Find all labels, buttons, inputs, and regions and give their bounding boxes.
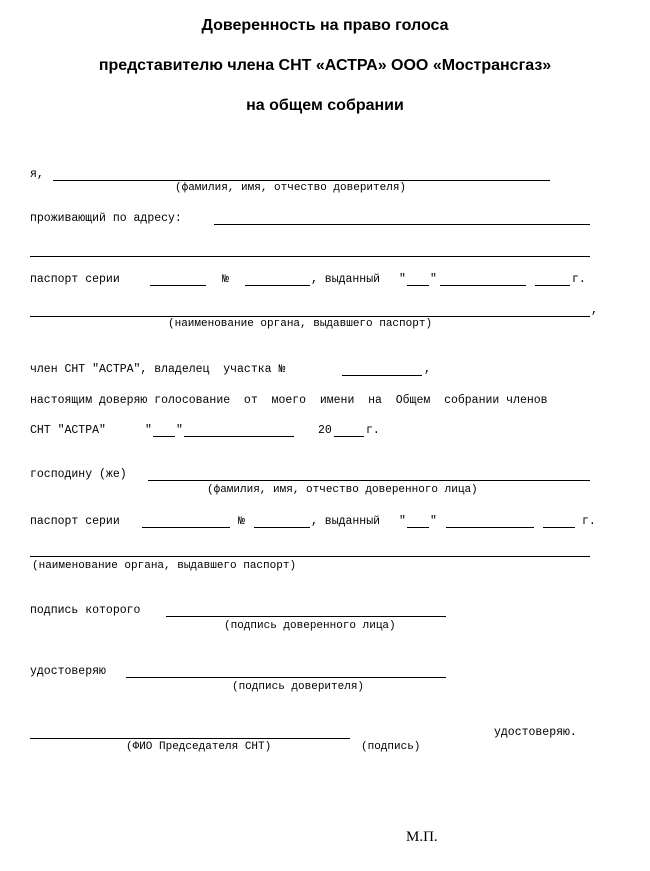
- principal-signature-field[interactable]: [126, 677, 446, 678]
- proxy-signature-field[interactable]: [166, 616, 446, 617]
- chairman-caption: (ФИО Председателя СНТ): [126, 741, 272, 753]
- member-comma: ,: [424, 363, 431, 376]
- address-field-line-2[interactable]: [30, 256, 590, 257]
- meeting-quote-open: ": [145, 424, 152, 437]
- passport-series-label: паспорт серии: [30, 273, 120, 286]
- passport-number-field[interactable]: [245, 285, 310, 286]
- trust-text: настоящим доверяю голосование от моего имени на Общем собрании членов: [30, 394, 548, 407]
- meeting-year-field[interactable]: [334, 436, 364, 437]
- principal-signature-caption: (подпись доверителя): [232, 681, 365, 693]
- principal-name-field[interactable]: [53, 180, 550, 181]
- plot-number-field[interactable]: [342, 375, 422, 376]
- proxy-issue-month-field[interactable]: [446, 527, 534, 528]
- proxy-quote-close: ": [430, 515, 437, 528]
- signature-of-label: подпись которого: [30, 604, 141, 617]
- proxy-issued-label: , выданный: [311, 515, 381, 528]
- passport-series-field[interactable]: [150, 285, 206, 286]
- address-field[interactable]: [214, 224, 590, 225]
- principal-name-caption: (фамилия, имя, отчество доверителя): [175, 182, 407, 194]
- proxy-issue-year-field[interactable]: [543, 527, 575, 528]
- document-title: Доверенность на право голоса: [201, 17, 449, 34]
- proxy-number-sign: №: [238, 515, 245, 528]
- proxy-year-suffix: г.: [582, 515, 596, 528]
- proxy-name-field[interactable]: [148, 480, 590, 481]
- quote-open: ": [399, 273, 406, 286]
- proxy-label: господину (же): [30, 468, 127, 481]
- signature-caption: (подпись): [361, 741, 421, 753]
- issue-month-field[interactable]: [440, 285, 526, 286]
- meeting-quote-close: ": [176, 424, 183, 437]
- principal-passport-authority-field[interactable]: [30, 316, 590, 317]
- issued-label: , выданный: [311, 273, 381, 286]
- label-i: я,: [30, 168, 44, 181]
- certify-right-label: удостоверяю.: [494, 726, 577, 739]
- comma: ,: [591, 304, 598, 317]
- proxy-quote-open: ": [399, 515, 406, 528]
- issue-year-field[interactable]: [535, 285, 570, 286]
- proxy-name-caption: (фамилия, имя, отчество доверенного лица): [207, 484, 478, 496]
- meeting-month-field[interactable]: [184, 436, 294, 437]
- member-text: член СНТ "АСТРА", владелец участка №: [30, 363, 286, 376]
- year-suffix: г.: [572, 273, 586, 286]
- document-subtitle: представителю члена СНТ «АСТРА» ООО «Мострансгаз»: [98, 57, 552, 74]
- meeting-day-field[interactable]: [153, 436, 175, 437]
- proxy-passport-series-field[interactable]: [142, 527, 230, 528]
- meeting-year-prefix: 20: [318, 424, 332, 437]
- chairman-signature-field[interactable]: [30, 738, 350, 739]
- proxy-passport-series-label: паспорт серии: [30, 515, 120, 528]
- meeting-year-suffix: г.: [366, 424, 380, 437]
- proxy-authority-caption: (наименование органа, выдавшего паспорт): [32, 560, 297, 572]
- proxy-issue-day-field[interactable]: [407, 527, 429, 528]
- number-sign: №: [222, 273, 229, 286]
- principal-authority-caption: (наименование органа, выдавшего паспорт): [168, 318, 433, 330]
- document-subtitle-2: на общем собрании: [246, 97, 404, 114]
- seal-mark: М.П.: [406, 829, 438, 845]
- proxy-signature-caption: (подпись доверенного лица): [224, 620, 396, 632]
- certify-label: удостоверяю: [30, 665, 106, 678]
- address-label: проживающий по адресу:: [30, 212, 182, 225]
- issue-day-field[interactable]: [407, 285, 429, 286]
- snt-label: СНТ "АСТРА": [30, 424, 106, 437]
- proxy-passport-number-field[interactable]: [254, 527, 310, 528]
- proxy-passport-authority-field[interactable]: [30, 556, 590, 557]
- quote-close: ": [430, 273, 437, 286]
